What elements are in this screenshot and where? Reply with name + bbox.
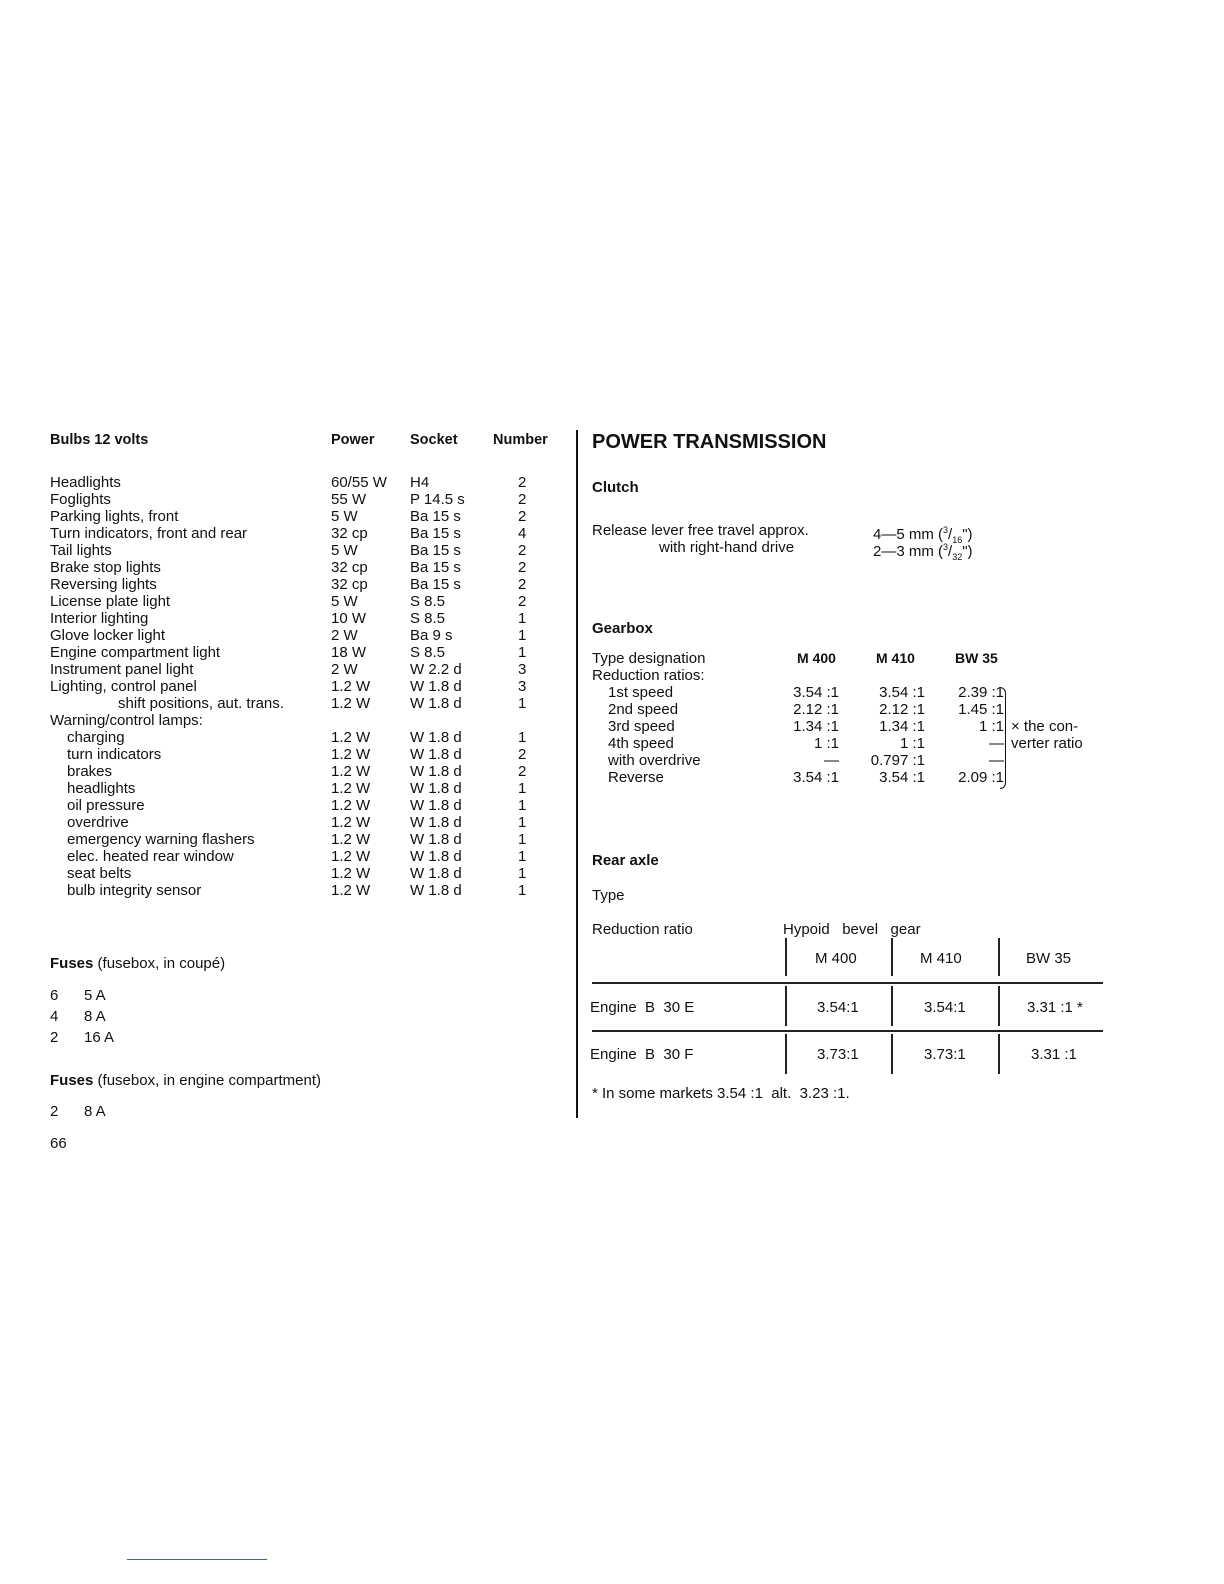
rear-axle-vline xyxy=(785,938,787,976)
bulb-name: Engine compartment light xyxy=(50,644,221,661)
bulbs-row xyxy=(50,491,570,508)
page-number: 66 xyxy=(50,1135,67,1152)
clutch-row2-unit: " xyxy=(962,543,968,560)
bulbs-row xyxy=(50,559,570,576)
gearbox-ratio-bw35: — xyxy=(989,752,1004,769)
gearbox-model-m400: M 400 xyxy=(797,650,836,666)
bulb-socket: H4 xyxy=(410,474,430,491)
bulb-name: Lighting, control panel xyxy=(50,678,197,695)
bulb-name: License plate light xyxy=(50,593,171,610)
clutch-row1-unit: " xyxy=(962,526,968,543)
gearbox-reduction-label: Reduction ratios: xyxy=(592,667,705,684)
bulb-power: 1.2 W xyxy=(331,780,371,797)
bulb-socket: W 1.8 d xyxy=(410,882,462,899)
clutch-row1-frac-den: 16 xyxy=(952,535,963,545)
bulbs-row xyxy=(50,474,570,491)
bulbs-row xyxy=(50,831,570,848)
rear-axle-vline xyxy=(998,1034,1000,1074)
gearbox-row xyxy=(608,752,1008,769)
bulb-number: 3 xyxy=(518,661,527,678)
bulb-number: 2 xyxy=(518,576,527,593)
bulb-power: 2 W xyxy=(331,661,358,678)
gearbox-row-label: 1st speed xyxy=(608,684,674,701)
bulb-name: seat belts xyxy=(67,865,132,882)
bulb-socket: W 1.8 d xyxy=(410,797,462,814)
bulb-number: 2 xyxy=(518,508,527,525)
clutch-row1-mm: 4—5 mm xyxy=(873,526,934,543)
bulb-name: overdrive xyxy=(67,814,129,831)
bulbs-row xyxy=(50,746,570,763)
bulb-number: 4 xyxy=(518,525,527,542)
bulbs-row xyxy=(50,593,570,610)
rear-axle-row-label: Engine B 30 E xyxy=(590,999,695,1016)
bulbs-heading: Bulbs 12 volts xyxy=(50,432,149,448)
bulb-power: 60/55 W xyxy=(331,474,387,491)
bulb-number: 1 xyxy=(518,797,527,814)
bulb-socket: W 1.8 d xyxy=(410,695,462,712)
bulb-socket: Ba 15 s xyxy=(410,525,461,542)
gearbox-model-bw35: BW 35 xyxy=(955,650,998,666)
gearbox-bw35-bracket xyxy=(1000,687,1006,789)
gearbox-row xyxy=(608,735,1008,752)
clutch-row2-mm: 2—3 mm xyxy=(873,543,934,560)
bulb-name: Warning/control lamps: xyxy=(50,712,203,729)
bulb-socket: Ba 15 s xyxy=(410,576,461,593)
bulb-socket: W 1.8 d xyxy=(410,678,462,695)
bulbs-row xyxy=(50,729,570,746)
bulb-name: shift positions, aut. trans. xyxy=(118,695,284,712)
fuses-coupe-subtitle: (fusebox, in coupé) xyxy=(97,955,226,972)
bulb-socket: Ba 15 s xyxy=(410,559,461,576)
rear-axle-heading: Rear axle xyxy=(592,852,659,869)
bulb-power: 1.2 W xyxy=(331,797,371,814)
gearbox-model-m410: M 410 xyxy=(876,650,915,666)
gearbox-ratio-m400: 2.12 :1 xyxy=(793,701,839,718)
fuses-engine-heading xyxy=(50,1072,321,1089)
gearbox-row-label: 4th speed xyxy=(608,735,674,752)
fuse-count: 6 xyxy=(50,987,59,1004)
bulbs-table xyxy=(50,474,570,899)
rear-axle-vline xyxy=(891,1034,893,1074)
bulb-name: elec. heated rear window xyxy=(67,848,234,865)
bulb-name: Headlights xyxy=(50,474,121,491)
bulb-name: Interior lighting xyxy=(50,610,149,627)
bulb-name: Tail lights xyxy=(50,542,112,559)
bulbs-row xyxy=(50,814,570,831)
fuses-coupe-title: Fuses xyxy=(50,955,94,972)
gearbox-ratio-bw35: 1.45 :1 xyxy=(958,701,1004,718)
clutch-row1-label: Release lever free travel approx. xyxy=(592,522,809,539)
gearbox-note-line1: × the con- xyxy=(1011,718,1079,735)
gearbox-row xyxy=(608,684,1008,701)
bulb-power: 1.2 W xyxy=(331,729,371,746)
bulb-name: Foglights xyxy=(50,491,111,508)
clutch-row2-label: with right-hand drive xyxy=(659,539,795,556)
fuse-count: 4 xyxy=(50,1008,59,1025)
gearbox-row-label: 2nd speed xyxy=(608,701,679,718)
clutch-row1-value: 4—5 mm $(^3/_{16}")$ xyxy=(873,525,973,545)
clutch-row2-frac-den: 32 xyxy=(952,552,963,562)
rear-axle-type-value: Hypoid bevel gear xyxy=(783,921,921,938)
bulbs-row xyxy=(50,610,570,627)
bulb-name: brakes xyxy=(67,763,113,780)
gearbox-ratio-bw35: 1 :1 xyxy=(978,718,1004,735)
bulb-socket: W 1.8 d xyxy=(410,831,462,848)
gearbox-note-line2: verter ratio xyxy=(1011,735,1083,752)
bulb-power: 32 cp xyxy=(331,559,368,576)
rear-axle-vline xyxy=(785,986,787,1026)
bulb-name: charging xyxy=(67,729,125,746)
bulb-power: 10 W xyxy=(331,610,367,627)
rear-axle-cell: 3.31 :1 * xyxy=(1027,999,1083,1016)
gearbox-ratio-m410: 2.12 :1 xyxy=(879,701,925,718)
bulb-number: 1 xyxy=(518,644,527,661)
gearbox-heading: Gearbox xyxy=(592,620,653,637)
bulb-number: 2 xyxy=(518,763,527,780)
rear-axle-cell: 3.54:1 xyxy=(817,999,859,1016)
bulb-name: oil pressure xyxy=(67,797,145,814)
gearbox-ratio-m410: 1.34 :1 xyxy=(879,718,925,735)
bulb-socket: W 1.8 d xyxy=(410,729,462,746)
bulb-name: Parking lights, front xyxy=(50,508,179,525)
bulb-power: 18 W xyxy=(331,644,367,661)
fuse-count: 2 xyxy=(50,1103,59,1120)
bulb-name: bulb integrity sensor xyxy=(67,882,202,899)
bulbs-row xyxy=(50,627,570,644)
rear-axle-col-m410: M 410 xyxy=(920,950,962,967)
clutch-row2-frac-num: 3 xyxy=(943,542,949,552)
bulbs-row xyxy=(50,763,570,780)
bulb-name: turn indicators xyxy=(67,746,162,763)
bulb-socket: W 1.8 d xyxy=(410,814,462,831)
column-divider xyxy=(576,430,578,1118)
gearbox-row xyxy=(608,718,1008,735)
fuse-rating: 8 A xyxy=(84,1008,106,1025)
bulbs-col-socket: Socket xyxy=(410,432,458,448)
bulb-number: 1 xyxy=(518,729,527,746)
gearbox-row xyxy=(608,701,1008,718)
clutch-row2-value: 2—3 mm $(^3/_{32}")$ xyxy=(873,542,973,562)
bulbs-row xyxy=(50,542,570,559)
bulb-name: Glove locker light xyxy=(50,627,166,644)
fuse-rating: 16 A xyxy=(84,1029,115,1046)
bulb-number: 1 xyxy=(518,610,527,627)
bulb-number: 1 xyxy=(518,865,527,882)
bulb-socket: W 1.8 d xyxy=(410,848,462,865)
bulbs-row xyxy=(50,695,570,712)
bulbs-row xyxy=(50,712,570,729)
gearbox-ratio-m410: 3.54 :1 xyxy=(879,684,925,701)
gearbox-row xyxy=(608,769,1008,786)
rear-axle-cell: 3.73:1 xyxy=(817,1046,859,1063)
bulb-number: 1 xyxy=(518,882,527,899)
bulb-power: 2 W xyxy=(331,627,358,644)
rear-axle-vline xyxy=(998,938,1000,976)
bulb-number: 2 xyxy=(518,593,527,610)
bulbs-row xyxy=(50,644,570,661)
bulb-power: 1.2 W xyxy=(331,831,371,848)
bulb-power: 55 W xyxy=(331,491,367,508)
fuse-rating: 5 A xyxy=(84,987,106,1004)
rear-axle-cell: 3.54:1 xyxy=(924,999,966,1016)
bulb-number: 1 xyxy=(518,814,527,831)
bulbs-row xyxy=(50,525,570,542)
bulb-socket: Ba 15 s xyxy=(410,542,461,559)
fuse-rating: 8 A xyxy=(84,1103,106,1120)
gearbox-ratio-m400: 1 :1 xyxy=(813,735,839,752)
rear-axle-rule-2 xyxy=(592,1030,1103,1032)
bulb-power: 1.2 W xyxy=(331,746,371,763)
bulb-socket: P 14.5 s xyxy=(410,491,465,508)
bulb-socket: Ba 15 s xyxy=(410,508,461,525)
gearbox-row-label: Reverse xyxy=(608,769,664,786)
bulb-power: 1.2 W xyxy=(331,695,371,712)
bulb-power: 5 W xyxy=(331,508,358,525)
bulb-power: 1.2 W xyxy=(331,678,371,695)
gearbox-ratio-m410: 0.797 :1 xyxy=(870,752,925,769)
bulb-number: 2 xyxy=(518,491,527,508)
bulbs-row xyxy=(50,678,570,695)
bulbs-row xyxy=(50,865,570,882)
bulbs-col-number: Number xyxy=(493,432,548,448)
bulb-power: 1.2 W xyxy=(331,814,371,831)
rear-axle-cell: 3.73:1 xyxy=(924,1046,966,1063)
bulb-number: 2 xyxy=(518,559,527,576)
bulb-name: headlights xyxy=(67,780,136,797)
gearbox-ratio-bw35: 2.09 :1 xyxy=(958,769,1004,786)
bulb-socket: W 2.2 d xyxy=(410,661,462,678)
bulb-number: 2 xyxy=(518,746,527,763)
footer-rule xyxy=(127,1559,267,1560)
rear-axle-cell: 3.31 :1 xyxy=(1031,1046,1077,1063)
bulb-number: 1 xyxy=(518,848,527,865)
gearbox-ratio-m410: 1 :1 xyxy=(899,735,925,752)
fuses-engine-subtitle: (fusebox, in engine compartment) xyxy=(97,1072,321,1089)
bulb-socket: W 1.8 d xyxy=(410,746,462,763)
gearbox-ratio-m400: — xyxy=(824,752,839,769)
rear-axle-col-bw35: BW 35 xyxy=(1026,950,1072,967)
rear-axle-footnote: * In some markets 3.54 :1 alt. 3.23 :1. xyxy=(592,1085,850,1102)
bulb-power: 1.2 W xyxy=(331,882,371,899)
rear-axle-rule-1 xyxy=(592,982,1103,984)
bulb-number: 1 xyxy=(518,780,527,797)
gearbox-ratio-bw35: — xyxy=(989,735,1004,752)
gearbox-row-label: with overdrive xyxy=(608,752,701,769)
rear-axle-vline xyxy=(891,938,893,976)
bulb-power: 5 W xyxy=(331,542,358,559)
bulbs-row xyxy=(50,780,570,797)
fuses-engine-title: Fuses xyxy=(50,1072,94,1089)
bulb-name: Instrument panel light xyxy=(50,661,194,678)
bulb-socket: W 1.8 d xyxy=(410,763,462,780)
bulb-name: emergency warning flashers xyxy=(67,831,255,848)
gearbox-ratio-m400: 3.54 :1 xyxy=(793,684,839,701)
rear-axle-vline xyxy=(785,1034,787,1074)
bulb-number: 1 xyxy=(518,831,527,848)
bulb-power: 32 cp xyxy=(331,525,368,542)
bulb-socket: S 8.5 xyxy=(410,593,446,610)
gearbox-row-label: 3rd speed xyxy=(608,718,675,735)
rear-axle-vline xyxy=(998,986,1000,1026)
bulb-power: 5 W xyxy=(331,593,358,610)
gearbox-ratio-m400: 1.34 :1 xyxy=(793,718,839,735)
bulbs-row xyxy=(50,661,570,678)
rear-axle-col-m400: M 400 xyxy=(815,950,857,967)
bulb-power: 32 cp xyxy=(331,576,368,593)
bulbs-col-power: Power xyxy=(331,432,375,448)
bulb-power: 1.2 W xyxy=(331,763,371,780)
bulb-name: Turn indicators, front and rear xyxy=(50,525,248,542)
bulbs-row xyxy=(50,797,570,814)
bulb-power: 1.2 W xyxy=(331,848,371,865)
gearbox-table xyxy=(608,684,1008,786)
fuses-coupe-heading xyxy=(50,955,225,972)
bulb-socket: W 1.8 d xyxy=(410,780,462,797)
gearbox-type-label: Type designation xyxy=(592,650,706,667)
gearbox-ratio-bw35: 2.39 :1 xyxy=(958,684,1004,701)
bulb-number: 3 xyxy=(518,678,527,695)
bulbs-row xyxy=(50,848,570,865)
fuse-count: 2 xyxy=(50,1029,59,1046)
clutch-row1-frac-num: 3 xyxy=(943,525,949,535)
bulb-socket: Ba 9 s xyxy=(410,627,453,644)
bulb-socket: W 1.8 d xyxy=(410,865,462,882)
rear-axle-type-label: Type xyxy=(592,887,625,904)
bulb-number: 1 xyxy=(518,627,527,644)
bulb-socket: S 8.5 xyxy=(410,610,446,627)
gearbox-ratio-m400: 3.54 :1 xyxy=(793,769,839,786)
bulbs-row xyxy=(50,882,570,899)
bulbs-row xyxy=(50,576,570,593)
bulb-number: 2 xyxy=(518,474,527,491)
rear-axle-row-label: Engine B 30 F xyxy=(590,1046,694,1063)
bulb-power: 1.2 W xyxy=(331,865,371,882)
gearbox-ratio-m410: 3.54 :1 xyxy=(879,769,925,786)
bulb-number: 2 xyxy=(518,542,527,559)
bulb-name: Brake stop lights xyxy=(50,559,161,576)
rear-axle-vline xyxy=(891,986,893,1026)
bulb-name: Reversing lights xyxy=(50,576,157,593)
bulb-socket: S 8.5 xyxy=(410,644,446,661)
rear-axle-reduction-label: Reduction ratio xyxy=(592,921,693,938)
bulbs-row xyxy=(50,508,570,525)
section-title: POWER TRANSMISSION xyxy=(592,431,827,453)
bulb-number: 1 xyxy=(518,695,527,712)
clutch-heading: Clutch xyxy=(592,479,639,496)
